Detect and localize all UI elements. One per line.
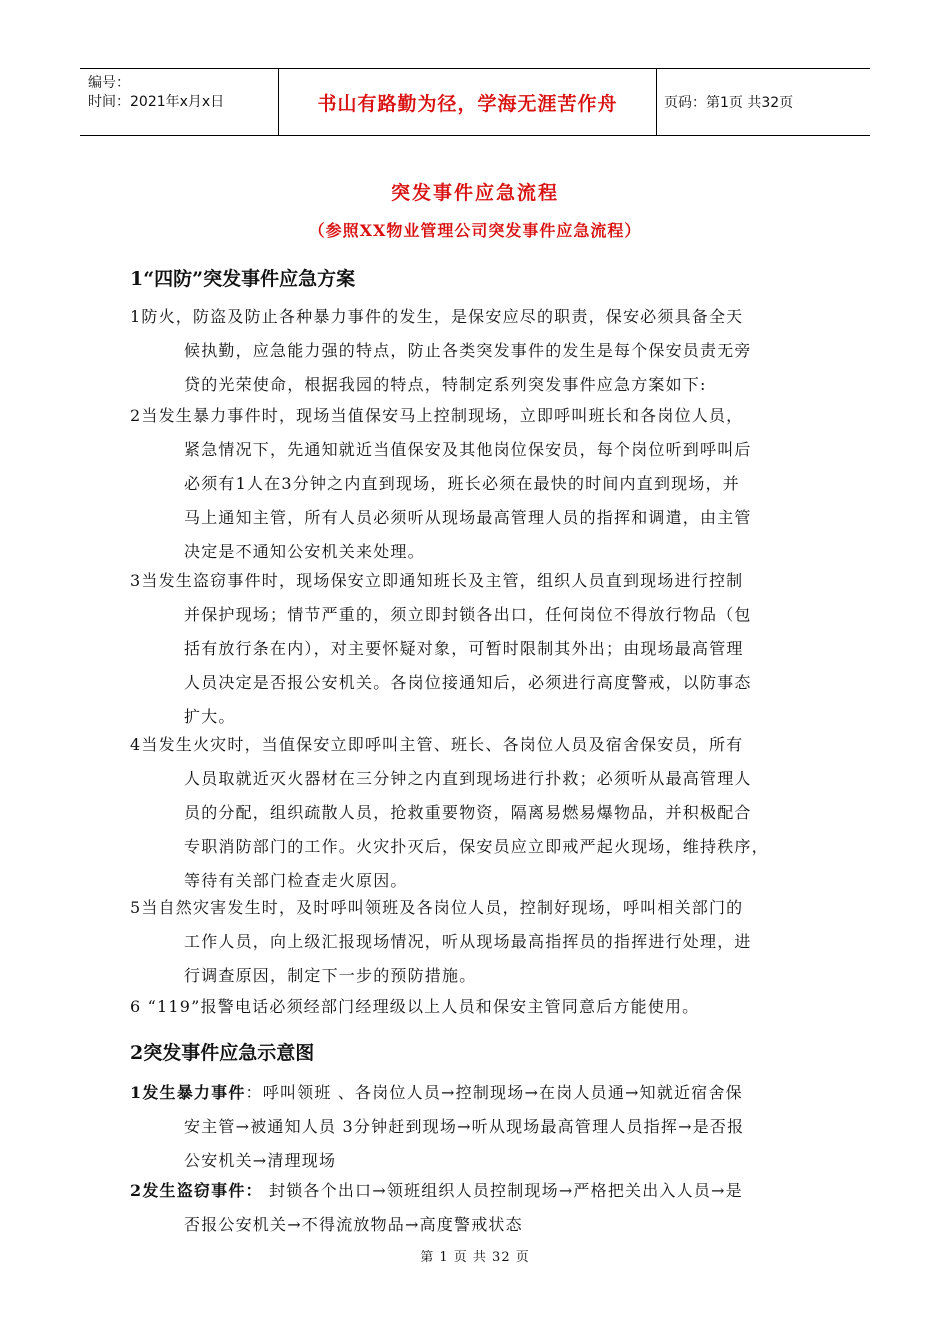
section2-heading: 2突发事件应急示意图 xyxy=(130,1042,315,1064)
paragraph-line: 扩大。 xyxy=(184,707,236,726)
paragraph-line: 公安机关→清理现场 xyxy=(184,1151,337,1170)
paragraph-line: 2当发生暴力事件时，现场当值保安马上控制现场，立即呼叫班长和各岗位人员， xyxy=(130,406,744,425)
section1-item-5 xyxy=(130,891,830,993)
page-footer: 第 1 页 共 32 页 xyxy=(420,1250,530,1265)
paragraph-line: 员的分配，组织疏散人员，抢救重要物资，隔离易燃易爆物品，并积极配合 xyxy=(184,803,752,822)
paragraph-line: 马上通知主管，所有人员必须听从现场最高管理人员的指挥和调遣，由主管 xyxy=(184,508,752,527)
item-label: 2发生盗窃事件： xyxy=(130,1181,263,1200)
date-label: 时间：2021年x月x日 xyxy=(88,94,225,110)
paragraph-line: 等待有关部门检查走火原因。 xyxy=(184,871,408,890)
item-label: 1发生暴力事件 xyxy=(130,1083,246,1102)
number-label: 编号： xyxy=(88,75,130,91)
section1-item-2 xyxy=(130,399,830,569)
paragraph-line: 贷的光荣使命，根据我园的特点，特制定系列突发事件应急方案如下: xyxy=(184,375,707,394)
paragraph-line: 工作人员，向上级汇报现场情况，听从现场最高指挥员的指挥进行处理，进 xyxy=(184,932,752,951)
paragraph-line: 人员取就近灭火器材在三分钟之内直到现场进行扑救；必须听从最高管理人 xyxy=(184,769,752,788)
paragraph-line: 否报公安机关→不得流放物品→高度警戒状态 xyxy=(184,1215,523,1234)
paragraph-line: 5当自然灾害发生时，及时呼叫领班及各岗位人员，控制好现场，呼叫相关部门的 xyxy=(130,898,744,917)
paragraph-line: 6 “119”报警电话必须经部门经理级以上人员和保安主管同意后方能使用。 xyxy=(130,997,700,1016)
paragraph-line: 4当发生火灾时，当值保安立即呼叫主管、班长、各岗位人员及宿舍保安员，所有 xyxy=(130,735,744,754)
paragraph-line xyxy=(130,1076,830,1110)
document-subtitle: （参照XX物业管理公司突发事件应急流程） xyxy=(308,221,642,240)
paragraph-line: 1防火，防盗及防止各种暴力事件的发生，是保安应尽的职责，保安必须具备全天 xyxy=(130,307,744,326)
item-text: ：呼叫领班 、各岗位人员→控制现场→在岗人员通→知就近宿舍保 xyxy=(245,1083,743,1102)
document-title: 突发事件应急流程 xyxy=(390,182,559,204)
paragraph-line: 必须有1人在3分钟之内直到现场，班长必须在最快的时间内直到现场，并 xyxy=(184,474,740,493)
header-motto: 书山有路勤为径，学海无涯苦作舟 xyxy=(279,69,657,135)
header-page-info: 页码：第1页 共32页 xyxy=(664,95,794,111)
section1-item-3 xyxy=(130,564,830,734)
header-meta-cell xyxy=(80,69,279,135)
paragraph-line: 决定是不通知公安机关来处理。 xyxy=(184,542,425,561)
document-header xyxy=(80,68,870,136)
section1-heading: 1“四防”突发事件应急方案 xyxy=(130,268,356,290)
item-text: 封锁各个出口→领班组织人员控制现场→严格把关出入人员→是 xyxy=(262,1181,743,1200)
paragraph-line xyxy=(130,1174,830,1208)
section2-item-1 xyxy=(130,1076,830,1178)
paragraph-line: 3当发生盗窃事件时，现场保安立即通知班长及主管，组织人员直到现场进行控制 xyxy=(130,571,744,590)
paragraph-line: 专职消防部门的工作。火灾扑灭后，保安员应立即戒严起火现场，维持秩序， xyxy=(184,837,769,856)
paragraph-line: 人员决定是否报公安机关。各岗位接通知后，必须进行高度警戒，以防事态 xyxy=(184,673,752,692)
paragraph-line: 行调查原因，制定下一步的预防措施。 xyxy=(184,966,477,985)
paragraph-line: 候执勤，应急能力强的特点，防止各类突发事件的发生是每个保安员责无旁 xyxy=(184,341,752,360)
section1-item-1 xyxy=(130,300,830,402)
section1-item-4 xyxy=(130,728,830,898)
section2-item-2 xyxy=(130,1174,830,1242)
section1-item-6 xyxy=(130,990,830,1024)
paragraph-line: 并保护现场；情节严重的，须立即封锁各出口，任何岗位不得放行物品（包 xyxy=(184,605,752,624)
paragraph-line: 括有放行条在内），对主要怀疑对象，可暂时限制其外出；由现场最高管理 xyxy=(184,639,744,658)
paragraph-line: 紧急情况下，先通知就近当值保安及其他岗位保安员，每个岗位听到呼叫后 xyxy=(184,440,752,459)
paragraph-line: 安主管→被通知人员 3分钟赶到现场→听从现场最高管理人员指挥→是否报 xyxy=(184,1117,745,1136)
